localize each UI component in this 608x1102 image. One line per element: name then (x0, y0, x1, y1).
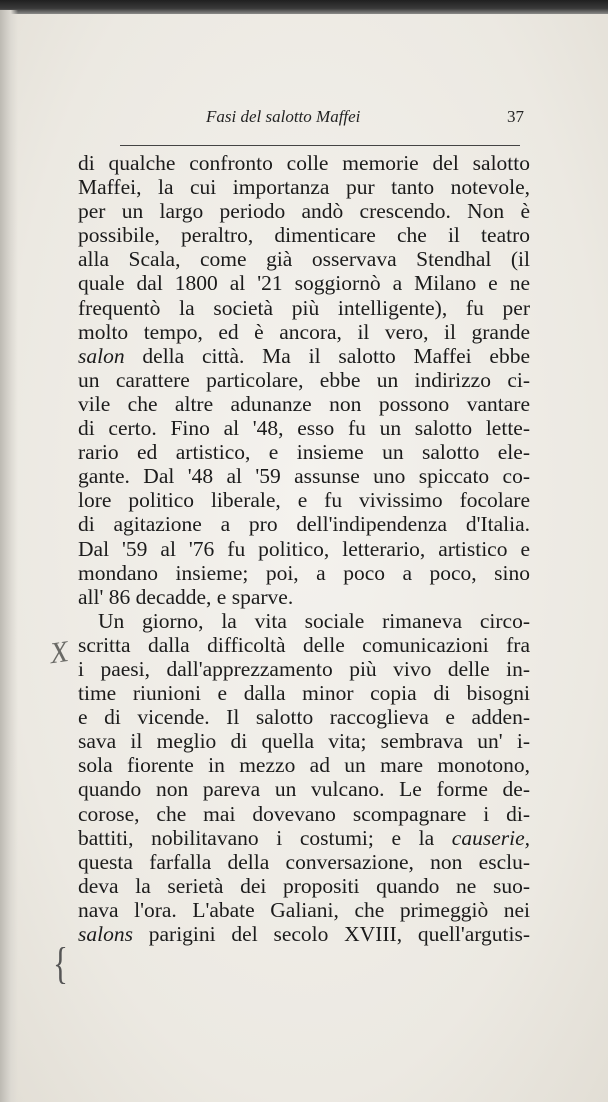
line-rest: parigini del secolo XVIII, quell'argutis- (132, 922, 530, 946)
text-line: un carattere particolare, ebbe un indirizzo ci- (78, 367, 530, 392)
text-line: scritta dalla difficoltà delle comunicazioni fra (78, 632, 530, 657)
page-number: 37 (507, 107, 524, 126)
text-line: corose, che mai dovevano scompagnare i di- (78, 801, 530, 826)
text-line: deva la serietà dei propositi quando ne suo- (78, 873, 530, 898)
text-line: possibile, peraltro, dimenticare che il teatro (78, 223, 530, 248)
text-line: di qualche confronto colle memorie del salotto (78, 151, 530, 175)
text-line: di agitazione a pro dell'indipendenza d'Italia. (78, 512, 530, 537)
text-line: sola fiorente in mezzo ad un mare monotono, (78, 753, 530, 778)
text-line: mondano insieme; poi, a poco a poco, sino (78, 560, 530, 585)
page-gutter-shadow (0, 10, 18, 1102)
header-rule (120, 145, 520, 146)
text-line: quale dal 1800 al '21 soggiornò a Milano e ne (78, 271, 530, 296)
text-line: e di vicende. Il salotto raccoglieva e adden- (78, 705, 530, 730)
text-line: Dal '59 al '76 fu politico, letterario, artistico e (78, 536, 530, 561)
italic-word: salon (78, 343, 125, 368)
text-line: sava il meglio di quella vita; sembrava un' i- (78, 729, 530, 754)
text-line (78, 344, 530, 368)
running-title: Fasi del salotto Maffei (206, 107, 361, 126)
text-line: quando non pareva un vulcano. Le forme de- (78, 777, 530, 802)
text-line: Maffei, la cui importanza pur tanto notevole, (78, 175, 530, 200)
paragraph-end-line: all' 86 decadde, e sparve. (78, 584, 294, 609)
page-header (78, 106, 524, 136)
text-line: questa farfalla della conversazione, non esclu- (78, 849, 530, 874)
margin-x-mark: X (47, 634, 71, 671)
scan-top-edge (0, 0, 608, 14)
text-line: rario ed artistico, e insieme un salotto ele- (78, 440, 530, 465)
text-line (78, 826, 530, 850)
text-line: nava l'ora. L'abate Galiani, che primeggiò nei (78, 897, 530, 922)
text-line: vile che altre adunanze non possono vantare (78, 391, 530, 416)
italic-word: causerie, (451, 825, 530, 850)
text-line: i paesi, dall'apprezzamento più vivo delle in- (78, 656, 530, 681)
text-line (78, 922, 530, 946)
body-text (78, 151, 530, 946)
line-rest: della città. Ma il salotto Maffei ebbe (124, 343, 530, 368)
text-line: di certo. Fino al '48, esso fu un salotto lette- (78, 416, 530, 441)
text-line: time riunioni e dalla minor copia di bisogni (78, 681, 530, 706)
paragraph-start-line: Un giorno, la vita sociale rimaneva circo- (98, 608, 530, 633)
text-line: gante. Dal '48 al '59 assunse uno spiccato co- (78, 464, 530, 489)
italic-word: salons (78, 922, 133, 946)
text-line: lore politico liberale, e fu vivissimo focolare (78, 488, 530, 513)
text-line: per un largo periodo andò crescendo. Non è (78, 199, 530, 224)
margin-brace-mark: { (53, 939, 68, 988)
text-line: molto tempo, ed è ancora, il vero, il grande (78, 319, 530, 344)
text-line: frequentò la società più intelligente), fu per (78, 295, 530, 320)
line-start: battiti, nobilitavano i costumi; e la (78, 825, 452, 850)
text-line: alla Scala, come già osservava Stendhal (il (78, 247, 530, 272)
